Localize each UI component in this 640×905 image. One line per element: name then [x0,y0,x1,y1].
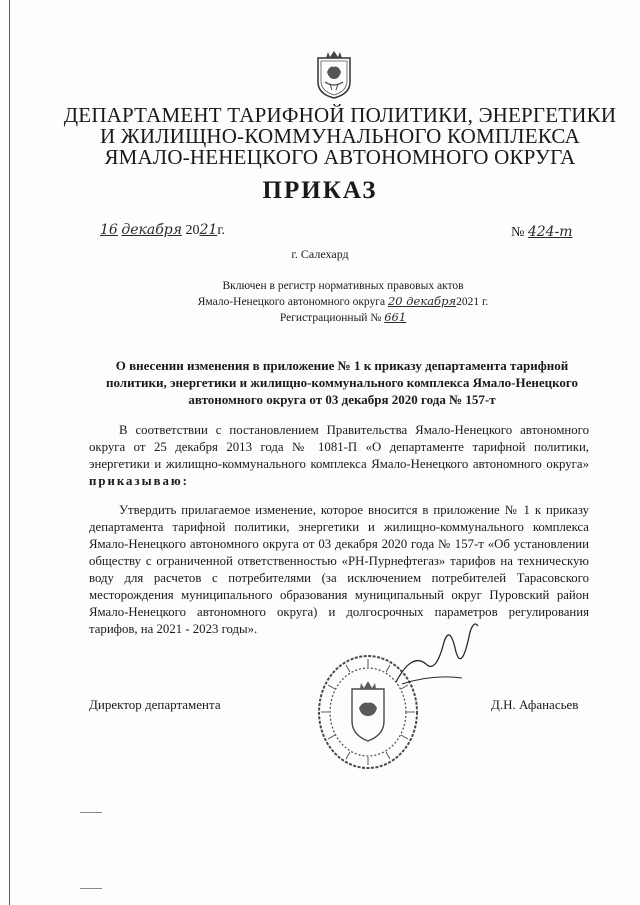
registry-note [178,279,508,326]
department-name-line-1: ДЕПАРТАМЕНТ ТАРИФНОЙ ПОЛИТИКИ, ЭНЕРГЕТИКИ [63,103,617,127]
date-suffix: г. [217,223,225,238]
registry-region: Ямало-Ненецкого автономного округа [197,296,386,308]
registry-line-3 [178,310,508,326]
scan-artifact-mark [80,812,102,813]
date-year-suffix: 21 [199,222,218,238]
preamble-paragraph [89,422,589,490]
registry-line-1: Включен в регистр нормативных правовых актов [222,280,464,292]
document-type-title: ПРИКАЗ [262,177,378,204]
order-paragraph: Утвердить прилагаемое изменение, которое вносится в приложение № 1 к приказу департамента тарифной политики, энергетики и жилищно-коммунального комплекса Ямало-Ненецкого автономного округа от 03 декабря 2020 года № 157-т «Об установлении обществу с ограниченной ответственностью «РН-Пурнефтегаз» тарифов на техническую воду для расчетов с потребителями (за исключением потребителей Тарасовского месторождения муниципального образования муниципальный округ Пуровский район Ямало-Ненецкого автономного округа) и долгосрочных параметров регулирования тарифов, на 2021 - 2023 годы». [89,503,589,636]
order-number [511,224,573,241]
registry-line-2 [178,294,508,310]
department-name-line-2: И ЖИЛИЩНО-КОММУНАЛЬНОГО КОМПЛЕКСА [100,124,580,148]
order-subject-heading: О внесении изменения в приложение № 1 к приказу департамента тарифной политики, энергетики и жилищно-коммунального комплекса Ямало-Ненецкого автономного округа от 03 декабря 2020 года № 157-т [105,358,579,407]
registry-year: 2021 г. [456,296,489,308]
handwritten-signature [392,612,482,692]
number-sign: № [511,225,525,240]
registry-number: 661 [384,310,407,324]
order-date [100,222,225,239]
registry-date: 20 декабря [387,294,457,308]
date-year-prefix: 20 [185,223,200,238]
order-emphasis: приказываю: [89,474,189,488]
date-month: декабря [121,222,182,238]
city-label: г. Салехард [291,247,349,261]
department-name-line-3: ЯМАЛО-НЕНЕЦКОГО АВТОНОМНОГО ОКРУГА [104,145,576,169]
preamble-text: В соответствии с постановлением Правительства Ямало-Ненецкого автономного округа от 25 декабря 2013 года № 1081-П «О департаменте тарифной политики, энергетики и жилищно-коммунального комплекса Ямало-Ненецкого автономного округа» [89,423,589,471]
number-value: 424-т [527,224,573,240]
registry-number-label: Регистрационный № [279,312,382,324]
scan-edge-line [9,0,10,905]
scan-artifact-mark [80,888,102,889]
coat-of-arms-emblem [312,48,356,100]
signatory-position: Директор департамента [89,697,221,712]
date-day: 16 [100,222,118,238]
signatory-name: Д.Н. Афанасьев [491,697,579,712]
